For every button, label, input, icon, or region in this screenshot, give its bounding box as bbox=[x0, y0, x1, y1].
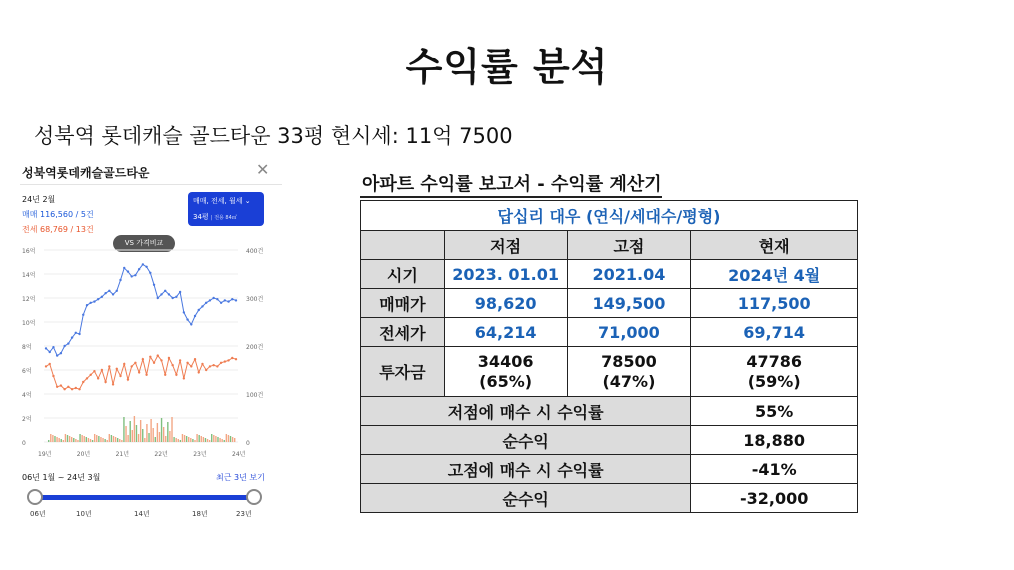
volume-bar bbox=[140, 420, 141, 442]
x-tick-label: 23년 bbox=[193, 451, 207, 458]
data-point bbox=[97, 298, 99, 300]
x-tick-label: 24년 bbox=[232, 451, 246, 458]
close-icon[interactable]: ✕ bbox=[256, 160, 270, 179]
data-point bbox=[175, 296, 177, 298]
volume-bar bbox=[224, 440, 225, 442]
data-point bbox=[56, 354, 58, 356]
data-point bbox=[186, 362, 188, 364]
data-point bbox=[190, 365, 192, 367]
cell-value: 71,000 bbox=[567, 318, 691, 347]
data-point bbox=[201, 363, 203, 365]
range-tick-label: 18년 bbox=[192, 510, 208, 518]
volume-bar bbox=[86, 437, 87, 442]
data-point bbox=[209, 365, 211, 367]
filter-size: 34평 bbox=[193, 213, 209, 221]
volume-bar bbox=[175, 438, 176, 442]
data-point bbox=[212, 364, 214, 366]
report-header: 답십리 대우 (연식/세대수/평형) bbox=[361, 201, 858, 231]
volume-bar bbox=[52, 435, 53, 442]
data-point bbox=[183, 311, 185, 313]
data-point bbox=[179, 291, 181, 293]
x-tick-label: 20년 bbox=[76, 451, 91, 458]
volume-bar bbox=[150, 419, 151, 442]
report-title: 아파트 수익률 보고서 - 수익률 계산기 bbox=[360, 172, 662, 198]
y2-tick-label: 300건 bbox=[246, 296, 264, 303]
volume-bar bbox=[152, 428, 153, 442]
volume-bar bbox=[192, 439, 193, 442]
data-point bbox=[75, 332, 77, 334]
price-chart-panel bbox=[20, 158, 282, 522]
data-point bbox=[108, 290, 110, 292]
cell-value: 2024년 4월 bbox=[691, 260, 858, 289]
data-point bbox=[220, 362, 222, 364]
volume-bar bbox=[219, 438, 220, 442]
data-point bbox=[90, 374, 92, 376]
data-point bbox=[134, 274, 136, 276]
volume-bar bbox=[207, 439, 208, 442]
table-row bbox=[361, 347, 858, 397]
filter-trade-types: 매매, 전세, 월세 bbox=[193, 197, 243, 205]
volume-bar bbox=[209, 440, 210, 442]
summary-label: 고점에 매수 시 수익률 bbox=[361, 455, 691, 484]
volume-bar bbox=[113, 436, 114, 442]
volume-bar bbox=[61, 439, 62, 442]
volume-bar bbox=[173, 437, 174, 442]
volume-bar bbox=[232, 437, 233, 442]
data-point bbox=[231, 298, 233, 300]
data-point bbox=[134, 362, 136, 364]
volume-bar bbox=[69, 436, 70, 442]
volume-bar bbox=[77, 440, 78, 442]
volume-bar bbox=[132, 430, 133, 442]
y2-tick-label: 100건 bbox=[246, 392, 264, 399]
volume-bar bbox=[96, 435, 97, 442]
volume-bar bbox=[134, 416, 135, 442]
y-tick-label: 4억 bbox=[22, 392, 32, 399]
x-tick-label: 19년 bbox=[38, 451, 52, 458]
data-point bbox=[149, 272, 151, 274]
data-point bbox=[104, 381, 106, 383]
data-point bbox=[224, 360, 226, 362]
volume-bar bbox=[161, 418, 162, 442]
data-point bbox=[142, 358, 144, 360]
volume-bar bbox=[211, 434, 212, 442]
row-label: 전세가 bbox=[361, 318, 445, 347]
data-point bbox=[60, 384, 62, 386]
volume-bar bbox=[171, 417, 172, 442]
data-point bbox=[157, 297, 159, 299]
summary-label: 순수익 bbox=[361, 426, 691, 455]
data-point bbox=[97, 377, 99, 379]
data-point bbox=[198, 309, 200, 311]
cell-value: 117,500 bbox=[691, 289, 858, 318]
data-point bbox=[138, 268, 140, 270]
data-point bbox=[49, 363, 51, 365]
volume-bar bbox=[73, 438, 74, 442]
vs-compare-button[interactable]: VS 가격비교 bbox=[113, 235, 175, 252]
cell-value: 2023. 01.01 bbox=[444, 260, 567, 289]
volume-bar bbox=[157, 423, 158, 442]
range-tick-label: 06년 bbox=[30, 510, 46, 518]
summary-value: -32,000 bbox=[691, 484, 858, 513]
data-point bbox=[175, 374, 177, 376]
volume-bar bbox=[228, 435, 229, 442]
range-tick-label: 10년 bbox=[76, 510, 92, 518]
summary-value: 55% bbox=[691, 397, 858, 426]
volume-bar bbox=[213, 435, 214, 442]
volume-bar bbox=[184, 435, 185, 442]
volume-bar bbox=[180, 440, 181, 442]
price-line-chart bbox=[20, 242, 282, 466]
data-point bbox=[157, 354, 159, 356]
data-point bbox=[171, 364, 173, 366]
y-tick-label: 2억 bbox=[22, 416, 32, 423]
jeonse-summary: 전세 68,769 / 13건 bbox=[22, 225, 94, 234]
volume-bar bbox=[196, 434, 197, 442]
data-point bbox=[183, 377, 185, 379]
data-point bbox=[67, 386, 69, 388]
data-point bbox=[201, 305, 203, 307]
data-point bbox=[205, 369, 207, 371]
summary-row bbox=[361, 426, 858, 455]
data-point bbox=[63, 388, 65, 390]
volume-bar bbox=[234, 438, 235, 442]
summary-label: 순수익 bbox=[361, 484, 691, 513]
summary-row bbox=[361, 455, 858, 484]
data-point bbox=[127, 270, 129, 272]
data-point bbox=[235, 358, 237, 360]
volume-bar bbox=[94, 434, 95, 442]
volume-bar bbox=[201, 436, 202, 442]
data-point bbox=[52, 346, 54, 348]
y2-tick-label: 0 bbox=[246, 440, 250, 447]
data-point bbox=[227, 359, 229, 361]
summary-value: -41% bbox=[691, 455, 858, 484]
data-point bbox=[231, 357, 233, 359]
series-line bbox=[46, 356, 236, 390]
volume-bar bbox=[123, 417, 124, 442]
data-point bbox=[160, 359, 162, 361]
data-point bbox=[142, 263, 144, 265]
row-label: 투자금 bbox=[361, 347, 445, 397]
data-point bbox=[52, 375, 54, 377]
volume-bar bbox=[203, 437, 204, 442]
data-point bbox=[49, 351, 51, 353]
column-header: 고점 bbox=[567, 231, 691, 260]
volume-bar bbox=[138, 434, 139, 442]
volume-bar bbox=[198, 435, 199, 442]
summary-label: 저점에 매수 시 수익률 bbox=[361, 397, 691, 426]
data-point bbox=[119, 279, 121, 281]
data-point bbox=[86, 304, 88, 306]
data-point bbox=[123, 363, 125, 365]
data-point bbox=[108, 365, 110, 367]
slide-subtitle: 성북역 롯데캐슬 골드타운 33평 현시세: 11억 7500 bbox=[34, 124, 513, 148]
y-tick-label: 6억 bbox=[22, 368, 32, 375]
cell-value: 149,500 bbox=[567, 289, 691, 318]
data-point bbox=[194, 315, 196, 317]
volume-bar bbox=[186, 436, 187, 442]
data-point bbox=[71, 388, 73, 390]
volume-bar bbox=[88, 438, 89, 442]
data-point bbox=[130, 365, 132, 367]
yield-table bbox=[360, 200, 858, 513]
y2-tick-label: 400건 bbox=[246, 248, 264, 255]
volume-bar bbox=[163, 427, 164, 442]
table-row bbox=[361, 289, 858, 318]
recent-3-years-link[interactable]: 최근 3년 보기 bbox=[216, 473, 265, 482]
x-tick-label: 22년 bbox=[154, 451, 168, 458]
data-point bbox=[45, 365, 47, 367]
series-line bbox=[46, 264, 236, 355]
volume-bar bbox=[75, 439, 76, 442]
data-point bbox=[164, 290, 166, 292]
row-label: 시기 bbox=[361, 260, 445, 289]
data-point bbox=[67, 342, 69, 344]
data-point bbox=[164, 374, 166, 376]
period-slider-end-handle[interactable] bbox=[246, 489, 262, 505]
column-header: 저점 bbox=[444, 231, 567, 260]
volume-bar bbox=[84, 436, 85, 442]
data-point bbox=[82, 381, 84, 383]
volume-bar bbox=[102, 438, 103, 442]
data-point bbox=[116, 368, 118, 370]
volume-bar bbox=[167, 422, 168, 442]
volume-bar bbox=[109, 434, 110, 442]
data-point bbox=[224, 299, 226, 301]
range-tick-label: 14년 bbox=[134, 510, 150, 518]
volume-bar bbox=[48, 440, 49, 442]
volume-bar bbox=[142, 429, 143, 442]
data-point bbox=[56, 386, 58, 388]
data-point bbox=[171, 297, 173, 299]
filter-area: 전용 84㎡ bbox=[214, 215, 237, 221]
y-tick-label: 10억 bbox=[22, 320, 36, 327]
volume-bar bbox=[215, 436, 216, 442]
volume-bar bbox=[121, 440, 122, 442]
volume-bar bbox=[169, 431, 170, 442]
table-row bbox=[361, 318, 858, 347]
volume-bar bbox=[111, 435, 112, 442]
cell-value: 98,620 bbox=[444, 289, 567, 318]
y-tick-label: 0 bbox=[22, 440, 26, 447]
chevron-down-icon: ⌄ bbox=[244, 197, 251, 205]
range-tick-label: 23년 bbox=[236, 510, 252, 518]
data-point bbox=[130, 275, 132, 277]
volume-bar bbox=[92, 440, 93, 442]
volume-bar bbox=[182, 434, 183, 442]
data-point bbox=[220, 302, 222, 304]
data-point bbox=[209, 299, 211, 301]
volume-bar bbox=[79, 434, 80, 442]
cell-value: 47786 (59%) bbox=[691, 347, 858, 397]
cell-value: 34406 (65%) bbox=[444, 347, 567, 397]
data-point bbox=[78, 388, 80, 390]
volume-bar bbox=[58, 438, 59, 442]
volume-bar bbox=[56, 437, 57, 442]
data-point bbox=[168, 293, 170, 295]
cell-value: 64,214 bbox=[444, 318, 567, 347]
data-point bbox=[153, 284, 155, 286]
volume-bar bbox=[130, 421, 131, 442]
volume-bar bbox=[127, 435, 128, 442]
volume-bar bbox=[71, 437, 72, 442]
y-tick-label: 8억 bbox=[22, 344, 32, 351]
volume-bar bbox=[117, 438, 118, 442]
volume-bar bbox=[119, 439, 120, 442]
data-point bbox=[86, 377, 88, 379]
summary-row bbox=[361, 397, 858, 426]
data-point bbox=[119, 375, 121, 377]
volume-bar bbox=[159, 432, 160, 442]
data-point bbox=[179, 359, 181, 361]
data-point bbox=[205, 302, 207, 304]
volume-bar bbox=[144, 438, 145, 442]
slide-title: 수익률 분석 bbox=[405, 45, 609, 89]
table-row bbox=[361, 260, 858, 289]
cell-value: 2021.04 bbox=[567, 260, 691, 289]
volume-bar bbox=[178, 439, 179, 442]
data-point bbox=[63, 345, 65, 347]
y-tick-label: 14억 bbox=[22, 272, 36, 279]
data-point bbox=[78, 333, 80, 335]
data-point bbox=[212, 297, 214, 299]
cell-value: 69,714 bbox=[691, 318, 858, 347]
volume-bar bbox=[63, 440, 64, 442]
data-point bbox=[227, 300, 229, 302]
period-slider-start-handle[interactable] bbox=[27, 489, 43, 505]
data-point bbox=[101, 369, 103, 371]
volume-bar bbox=[230, 436, 231, 442]
x-tick-label: 21년 bbox=[115, 451, 130, 458]
data-point bbox=[145, 374, 147, 376]
data-point bbox=[71, 336, 73, 338]
row-label: 매매가 bbox=[361, 289, 445, 318]
data-point bbox=[116, 290, 118, 292]
volume-bar bbox=[67, 435, 68, 442]
volume-bar bbox=[115, 437, 116, 442]
volume-bar bbox=[190, 438, 191, 442]
summary-row bbox=[361, 484, 858, 513]
volume-bar bbox=[155, 437, 156, 442]
data-point bbox=[235, 299, 237, 301]
data-point bbox=[93, 370, 95, 372]
volume-bar bbox=[165, 436, 166, 442]
summary-value: 18,880 bbox=[691, 426, 858, 455]
volume-bar bbox=[188, 437, 189, 442]
data-point bbox=[123, 267, 125, 269]
volume-bar bbox=[90, 439, 91, 442]
data-point bbox=[160, 293, 162, 295]
volume-bar bbox=[205, 438, 206, 442]
data-point bbox=[190, 323, 192, 325]
column-header bbox=[361, 231, 445, 260]
y-tick-label: 12억 bbox=[22, 296, 36, 303]
volume-bar bbox=[107, 440, 108, 442]
volume-bar bbox=[98, 436, 99, 442]
volume-bar bbox=[50, 434, 51, 442]
volume-bar bbox=[81, 435, 82, 442]
y2-tick-label: 200건 bbox=[246, 344, 264, 351]
data-point bbox=[168, 357, 170, 359]
data-point bbox=[216, 298, 218, 300]
sale-summary: 매매 116,560 / 5건 bbox=[22, 210, 94, 219]
selected-date: 24년 2월 bbox=[22, 195, 56, 204]
panel-title: 성북역롯데캐슬골드타운 bbox=[22, 166, 150, 180]
data-point bbox=[90, 302, 92, 304]
cell-value: 78500 (47%) bbox=[567, 347, 691, 397]
volume-bar bbox=[226, 434, 227, 442]
volume-bar bbox=[217, 437, 218, 442]
data-point bbox=[186, 318, 188, 320]
data-point bbox=[112, 383, 114, 385]
volume-bar bbox=[148, 433, 149, 442]
data-point bbox=[104, 292, 106, 294]
data-point bbox=[153, 362, 155, 364]
data-point bbox=[82, 314, 84, 316]
data-point bbox=[194, 358, 196, 360]
volume-bar bbox=[54, 436, 55, 442]
data-point bbox=[149, 356, 151, 358]
data-point bbox=[45, 347, 47, 349]
period-slider-track[interactable] bbox=[34, 495, 256, 500]
volume-bar bbox=[146, 424, 147, 442]
data-point bbox=[93, 300, 95, 302]
volume-bar bbox=[194, 440, 195, 442]
volume-bar bbox=[104, 439, 105, 442]
data-point bbox=[112, 293, 114, 295]
column-header: 현재 bbox=[691, 231, 858, 260]
data-point bbox=[138, 371, 140, 373]
volume-bar bbox=[136, 425, 137, 442]
trade-type-filter-button[interactable]: 매매, 전세, 월세 ⌄ 34평 | 전용 84㎡ bbox=[188, 192, 264, 226]
data-point bbox=[216, 365, 218, 367]
data-point bbox=[145, 266, 147, 268]
volume-bar bbox=[221, 439, 222, 442]
data-point bbox=[127, 378, 129, 380]
volume-bar bbox=[125, 426, 126, 442]
data-point bbox=[101, 296, 103, 298]
data-point bbox=[60, 352, 62, 354]
volume-bar bbox=[100, 437, 101, 442]
period-range-label: 06년 1월 ~ 24년 3월 bbox=[22, 473, 101, 482]
y-tick-label: 16억 bbox=[22, 248, 36, 255]
data-point bbox=[198, 371, 200, 373]
divider bbox=[20, 184, 282, 185]
data-point bbox=[75, 387, 77, 389]
volume-bar bbox=[65, 434, 66, 442]
